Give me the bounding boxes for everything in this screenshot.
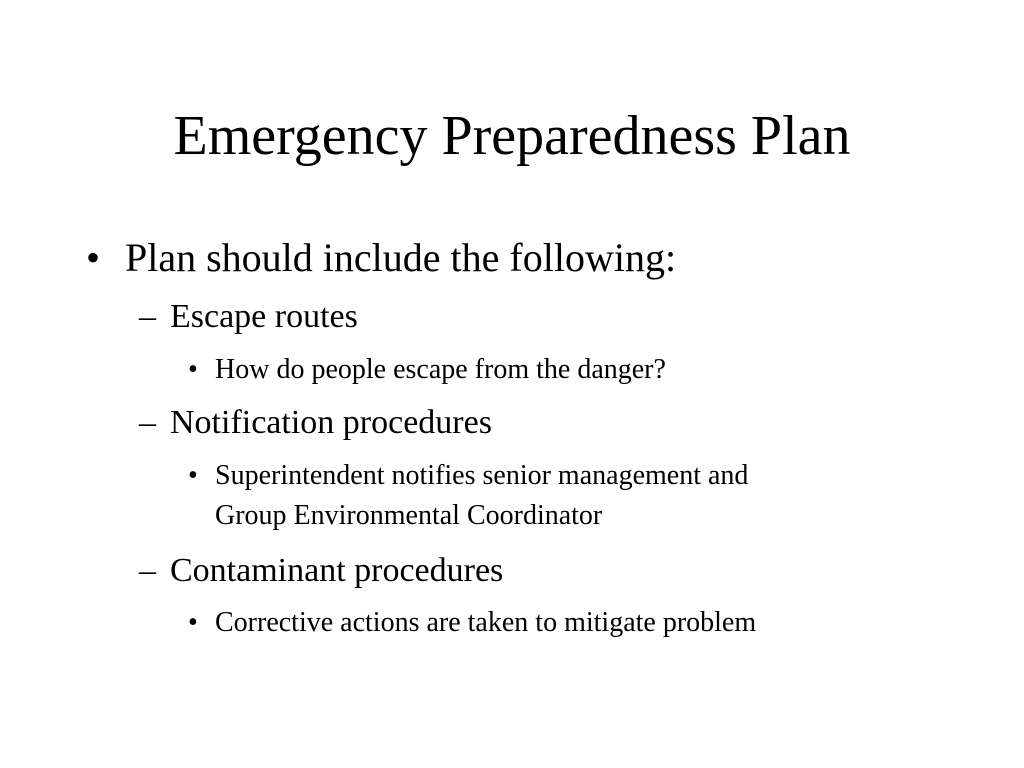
bullet-level-1 [86,234,986,282]
sub-sub-bullet-text: How do people escape from the danger? [215,354,666,385]
dash-marker: – [139,404,156,441]
sub-sub-bullet-notification [188,456,1008,536]
bullet-marker: • [188,460,198,491]
sub-sub-bullet-text-line-1: Superintendent notifies senior management and [215,460,749,491]
bullet-marker: • [86,235,101,280]
sub-sub-bullet-contaminant [188,603,1008,643]
sub-bullet-text: Escape routes [170,298,358,335]
sub-bullet-escape-routes [139,297,999,337]
bullet-text: Plan should include the following: [125,235,677,280]
dash-marker: – [139,298,156,335]
sub-sub-bullet-escape [188,350,1008,390]
dash-marker: – [139,552,156,589]
sub-bullet-contaminant-procedures [139,551,999,591]
slide-title: Emergency Preparedness Plan [173,105,851,167]
sub-bullet-text: Notification procedures [170,404,492,441]
bullet-marker: • [188,354,198,385]
sub-bullet-notification-procedures [139,403,999,443]
bullet-marker: • [188,607,198,638]
sub-sub-bullet-text: Corrective actions are taken to mitigate problem [215,607,757,638]
sub-bullet-text: Contaminant procedures [170,552,504,589]
sub-sub-bullet-text-line-2: Group Environmental Coordinator [215,500,603,531]
